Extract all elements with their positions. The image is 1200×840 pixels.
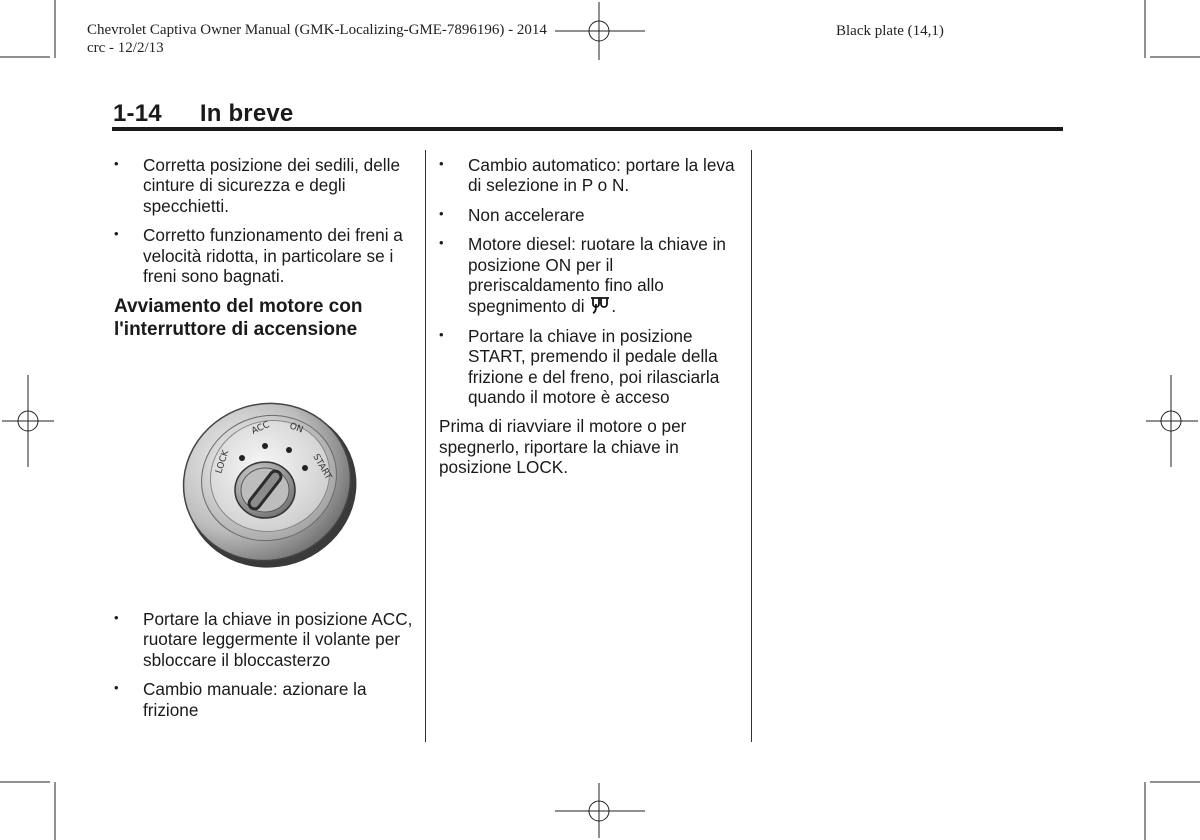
list-item: • Portare la chiave in posizione START, premendo il pedale della frizione e del freno, poi rilasciarla quando il motore è acceso — [439, 325, 720, 408]
column-divider-2 — [751, 150, 752, 742]
heading-rule — [112, 127, 1063, 131]
ignition-switch-illustration — [117, 362, 413, 602]
list-item: • Cambio manuale: azionare la frizione — [114, 679, 367, 720]
bullet-list-start-2 — [439, 155, 739, 407]
section-title: In breve — [199, 100, 294, 127]
bullet-list-start-1 — [114, 609, 414, 720]
subheading-ignition-start: Avviamento del motore con l'interruttore di accensione — [114, 296, 363, 341]
restart-note: Prima di riavviare il motore o per spegnerlo, riportare la chiave in posizione LOCK. — [439, 416, 687, 478]
list-item: • Corretto funzionamento dei freni a velocità ridotta, in particolare se i freni sono bagnati. — [114, 225, 403, 287]
registration-target-right — [1146, 375, 1198, 467]
list-item: • Corretta posizione dei sedili, delle cinture di sicurezza e degli specchietti. — [114, 155, 400, 216]
list-item: • Motore diesel: ruotare la chiave in posizione ON per il preriscaldamento fino allo spegnimento di . — [439, 234, 726, 317]
bullet-icon: • — [439, 205, 444, 221]
column-2 — [439, 155, 739, 478]
bullet-icon: • — [439, 156, 444, 171]
registration-target-left — [2, 375, 54, 467]
bullet-icon: • — [114, 156, 119, 171]
bullet-list-checks — [114, 155, 414, 286]
label-acc: ACC — [250, 420, 272, 437]
bullet-icon: • — [439, 326, 444, 342]
label-on: ON — [287, 421, 305, 436]
plate-label: Black plate (14,1) — [836, 23, 944, 39]
print-header-title: Chevrolet Captiva Owner Manual (GMK-Localizing-GME-7896196) - 2014 — [87, 22, 547, 38]
glow-plug-icon — [589, 295, 611, 315]
list-item: • Non accelerare — [439, 204, 585, 225]
registration-target-top — [555, 2, 645, 60]
bullet-icon: • — [439, 235, 444, 251]
print-header-date: crc - 12/2/13 — [87, 40, 164, 56]
page-number: 1-14 — [113, 100, 162, 127]
page-heading — [113, 100, 293, 128]
list-item: • Portare la chiave in posizione ACC, ruotare leggermente il volante per sbloccare il bloccasterzo — [114, 609, 413, 670]
column-1 — [114, 155, 414, 341]
label-lock: LOCK — [214, 449, 232, 475]
registration-target-bottom — [555, 783, 645, 838]
column-1-continued — [114, 609, 414, 729]
bullet-icon: • — [114, 610, 119, 625]
list-item: • Cambio automatico: portare la leva di selezione in P o N. — [439, 155, 735, 196]
label-start: START — [310, 452, 333, 482]
column-divider-1 — [425, 150, 426, 742]
bullet-icon: • — [114, 226, 119, 242]
bullet-icon: • — [114, 680, 119, 696]
